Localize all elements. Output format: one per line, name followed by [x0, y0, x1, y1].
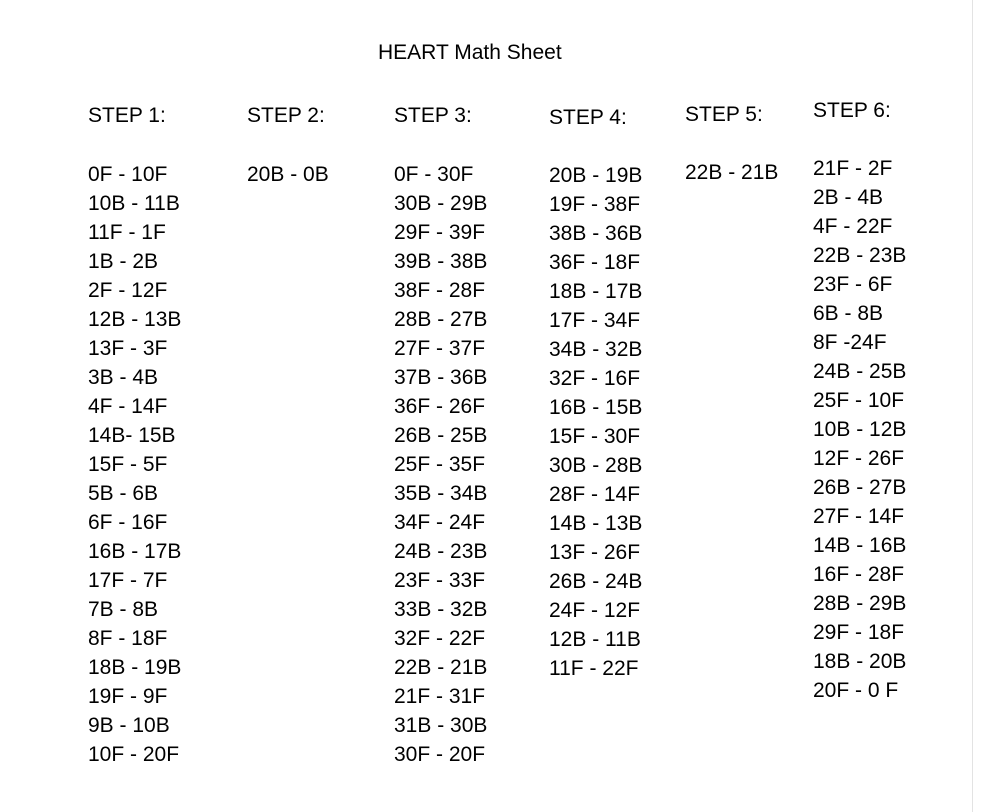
- list-item: 21F - 31F: [394, 685, 486, 708]
- list-item: 4F - 14F: [88, 395, 168, 418]
- list-item: 13F - 26F: [549, 541, 641, 564]
- step-6-column: [813, 98, 906, 705]
- step-1-column: [88, 103, 181, 769]
- list-item: 1B - 2B: [88, 250, 159, 273]
- list-item: 4F - 22F: [813, 215, 893, 238]
- sheet-title: HEART Math Sheet: [378, 41, 562, 64]
- list-item: 25F - 35F: [394, 453, 486, 476]
- step-2-heading: STEP 2:: [247, 104, 325, 127]
- list-item: 8F - 18F: [88, 627, 168, 650]
- step-6-heading: STEP 6:: [813, 99, 891, 122]
- step-1-list: [88, 160, 181, 769]
- list-item: 22B - 21B: [685, 161, 779, 184]
- list-item: 36F - 26F: [394, 395, 486, 418]
- list-item: 18B - 19B: [88, 656, 182, 679]
- list-item: 17F - 7F: [88, 569, 168, 592]
- list-item: 12F - 26F: [813, 447, 905, 470]
- list-item: 15F - 30F: [549, 425, 641, 448]
- list-item: 14B - 16B: [813, 534, 907, 557]
- list-item: 20F - 0 F: [813, 679, 899, 702]
- step-5-column: [685, 102, 778, 187]
- list-item: 29F - 39F: [394, 221, 486, 244]
- list-item: 13F - 3F: [88, 337, 168, 360]
- list-item: 31B - 30B: [394, 714, 488, 737]
- list-item: 19F - 9F: [88, 685, 168, 708]
- list-item: 16B - 15B: [549, 396, 643, 419]
- list-item: 30B - 28B: [549, 454, 643, 477]
- list-item: 2B - 4B: [813, 186, 884, 209]
- list-item: 14B- 15B: [88, 424, 176, 447]
- list-item: 27F - 37F: [394, 337, 486, 360]
- list-item: 24B - 25B: [813, 360, 907, 383]
- list-item: 3B - 4B: [88, 366, 159, 389]
- step-3-heading: STEP 3:: [394, 104, 472, 127]
- list-item: 7B - 8B: [88, 598, 159, 621]
- list-item: 15F - 5F: [88, 453, 168, 476]
- step-4-heading: STEP 4:: [549, 106, 627, 129]
- list-item: 12B - 13B: [88, 308, 182, 331]
- list-item: 18B - 17B: [549, 280, 643, 303]
- list-item: 38F - 28F: [394, 279, 486, 302]
- list-item: 33B - 32B: [394, 598, 488, 621]
- list-item: 12B - 11B: [549, 628, 641, 651]
- step-2-list: [247, 160, 329, 189]
- step-3-list: [394, 160, 487, 769]
- page-edge-divider: [972, 0, 973, 812]
- list-item: 26B - 24B: [549, 570, 643, 593]
- list-item: 11F - 1F: [88, 221, 166, 244]
- list-item: 22B - 21B: [394, 656, 488, 679]
- list-item: 29F - 18F: [813, 621, 905, 644]
- step-6-list: [813, 154, 906, 705]
- step-2-column: [247, 103, 329, 189]
- list-item: 32F - 16F: [549, 367, 641, 390]
- list-item: 19F - 38F: [549, 193, 641, 216]
- list-item: 10F - 20F: [88, 743, 180, 766]
- list-item: 16F - 28F: [813, 563, 905, 586]
- list-item: 9B - 10B: [88, 714, 170, 737]
- list-item: 17F - 34F: [549, 309, 641, 332]
- step-5-heading: STEP 5:: [685, 103, 763, 126]
- list-item: 28B - 29B: [813, 592, 907, 615]
- list-item: 5B - 6B: [88, 482, 159, 505]
- step-4-list: [549, 161, 642, 683]
- list-item: 0F - 10F: [88, 163, 168, 186]
- list-item: 23F - 6F: [813, 273, 893, 296]
- list-item: 6B - 8B: [813, 302, 884, 325]
- list-item: 8F -24F: [813, 331, 887, 354]
- list-item: 38B - 36B: [549, 222, 643, 245]
- list-item: 24F - 12F: [549, 599, 641, 622]
- list-item: 20B - 19B: [549, 164, 643, 187]
- list-item: 32F - 22F: [394, 627, 486, 650]
- list-item: 36F - 18F: [549, 251, 641, 274]
- step-4-column: [549, 105, 642, 683]
- list-item: 24B - 23B: [394, 540, 488, 563]
- list-item: 26B - 25B: [394, 424, 488, 447]
- list-item: 20B - 0B: [247, 163, 329, 186]
- list-item: 39B - 38B: [394, 250, 488, 273]
- list-item: 28B - 27B: [394, 308, 488, 331]
- list-item: 11F - 22F: [549, 657, 639, 680]
- step-5-list: [685, 158, 778, 187]
- list-item: 34F - 24F: [394, 511, 486, 534]
- list-item: 22B - 23B: [813, 244, 907, 267]
- list-item: 10B - 11B: [88, 192, 180, 215]
- step-3-column: [394, 103, 487, 769]
- list-item: 18B - 20B: [813, 650, 907, 673]
- list-item: 30F - 20F: [394, 743, 486, 766]
- list-item: 2F - 12F: [88, 279, 168, 302]
- list-item: 26B - 27B: [813, 476, 907, 499]
- list-item: 0F - 30F: [394, 163, 474, 186]
- list-item: 21F - 2F: [813, 157, 893, 180]
- list-item: 37B - 36B: [394, 366, 488, 389]
- list-item: 14B - 13B: [549, 512, 643, 535]
- list-item: 10B - 12B: [813, 418, 907, 441]
- list-item: 28F - 14F: [549, 483, 641, 506]
- list-item: 27F - 14F: [813, 505, 905, 528]
- list-item: 23F - 33F: [394, 569, 486, 592]
- list-item: 6F - 16F: [88, 511, 168, 534]
- list-item: 30B - 29B: [394, 192, 488, 215]
- list-item: 35B - 34B: [394, 482, 488, 505]
- list-item: 25F - 10F: [813, 389, 905, 412]
- list-item: 16B - 17B: [88, 540, 182, 563]
- list-item: 34B - 32B: [549, 338, 643, 361]
- step-1-heading: STEP 1:: [88, 104, 166, 127]
